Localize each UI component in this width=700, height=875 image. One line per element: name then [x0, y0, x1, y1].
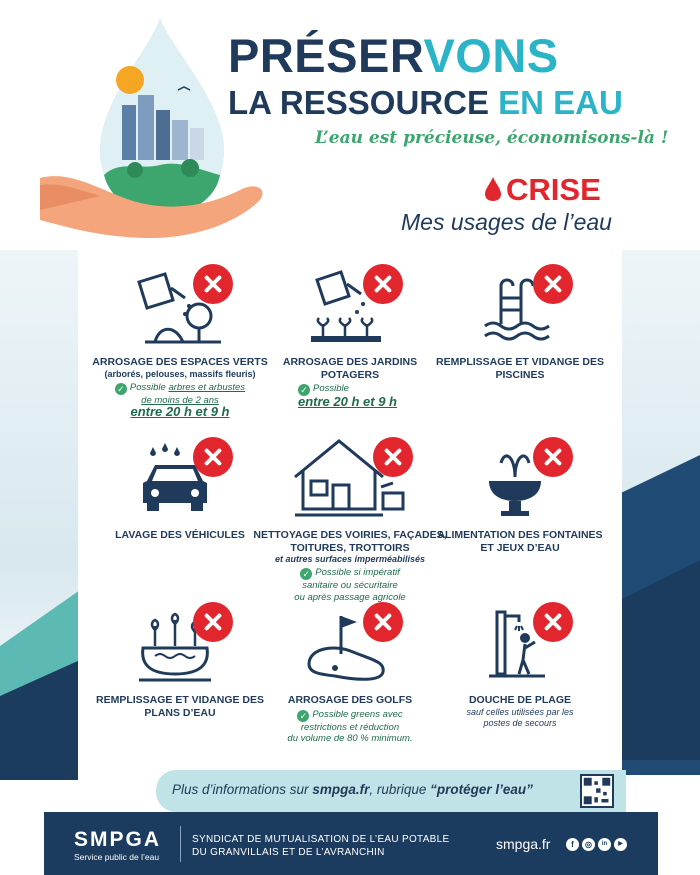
qr-code-icon[interactable]	[580, 774, 614, 808]
restriction-espaces-verts	[90, 264, 270, 420]
organization-name: SYNDICAT DE MUTUALISATION DE L’EAU POTABLE DU GRANVILLAIS ET DE L’AVRANCHIN	[192, 834, 450, 858]
exception-note: ✓ Possible greens avec restrictions et réduction du volume de 80 % minimum.	[287, 708, 413, 744]
restriction-label: REMPLISSAGE ET VIDANGE DES PISCINES	[435, 356, 605, 381]
footer-divider	[180, 826, 181, 862]
restriction-label: ARROSAGE DES GOLFS	[287, 694, 413, 706]
tagline: L’eau est précieuse, économisons-là !	[315, 128, 669, 148]
restriction-detail: (arborés, pelouses, massifs fleuris)	[104, 368, 256, 379]
restriction-detail: sauf celles utilisées par les postes de secours	[466, 706, 574, 728]
exception-note: ✓ Possible si impératif sanitaire ou sécuritaire ou après passage agricole	[294, 567, 406, 603]
check-icon: ✓	[115, 383, 127, 395]
title-line-2: LA RESSOURCE EN EAU	[228, 84, 623, 121]
forbidden-icon	[193, 602, 233, 642]
restriction-douche-plage	[430, 602, 610, 729]
restriction-voiries	[250, 437, 450, 603]
restriction-plans-eau	[90, 602, 270, 719]
restriction-jardins-potagers	[260, 264, 440, 410]
info-text: Plus d’informations sur smpga.fr, rubrique “protéger l’eau”	[172, 782, 533, 797]
restrictions-grid	[78, 252, 622, 782]
forbidden-icon	[533, 437, 573, 477]
smpga-logo: SMPGA	[74, 828, 162, 851]
restriction-label: ARROSAGE DES JARDINS POTAGERS	[282, 356, 418, 381]
restriction-fontaines	[430, 437, 610, 554]
alert-level: CRISE	[484, 172, 601, 208]
restriction-label: ARROSAGE DES ESPACES VERTS	[92, 356, 268, 368]
forbidden-icon	[193, 437, 233, 477]
forbidden-icon	[193, 264, 233, 304]
forbidden-icon	[373, 437, 413, 477]
facebook-icon[interactable]: f	[566, 838, 579, 851]
forbidden-icon	[533, 602, 573, 642]
restriction-vehicules	[90, 437, 270, 542]
info-site-link[interactable]: smpga.fr	[312, 782, 370, 797]
restriction-label: ALIMENTATION DES FONTAINES ET JEUX D’EAU	[437, 529, 603, 554]
restriction-label: REMPLISSAGE ET VIDANGE DES PLANS D’EAU	[95, 694, 265, 719]
instagram-icon[interactable]: ◎	[582, 838, 595, 851]
restriction-label: LAVAGE DES VÉHICULES	[115, 529, 245, 541]
forbidden-icon	[363, 264, 403, 304]
footer	[44, 812, 658, 875]
restriction-detail: et autres surfaces imperméabilisés	[274, 554, 426, 564]
water-drop-icon	[484, 176, 502, 202]
check-icon: ✓	[298, 384, 310, 396]
title-line-1: PRÉSERVONS	[228, 29, 559, 82]
forbidden-icon	[363, 602, 403, 642]
forbidden-icon	[533, 264, 573, 304]
linkedin-icon[interactable]: in	[598, 838, 611, 851]
restriction-label: NETTOYAGE DES VOIRIES, FAÇADES, TOITURES, TROTTOIRS	[253, 529, 447, 554]
footer-website-link[interactable]: smpga.fr	[496, 836, 551, 852]
info-banner	[156, 770, 626, 812]
restriction-piscines	[430, 264, 610, 381]
subtitle: Mes usages de l’eau	[401, 209, 612, 235]
restriction-label: DOUCHE DE PLAGE	[468, 694, 572, 706]
exception-note: ✓ Possible entre 20 h et 9 h	[298, 383, 397, 409]
youtube-icon[interactable]: ▶	[614, 838, 627, 851]
exception-note: ✓ Possible arbres et arbustes de moins de 2 ans entre 20 h et 9 h	[90, 382, 270, 420]
restriction-golfs	[260, 602, 440, 745]
check-icon: ✓	[300, 568, 312, 580]
check-icon: ✓	[297, 710, 309, 722]
logo-subtitle: Service public de l’eau	[74, 852, 160, 862]
